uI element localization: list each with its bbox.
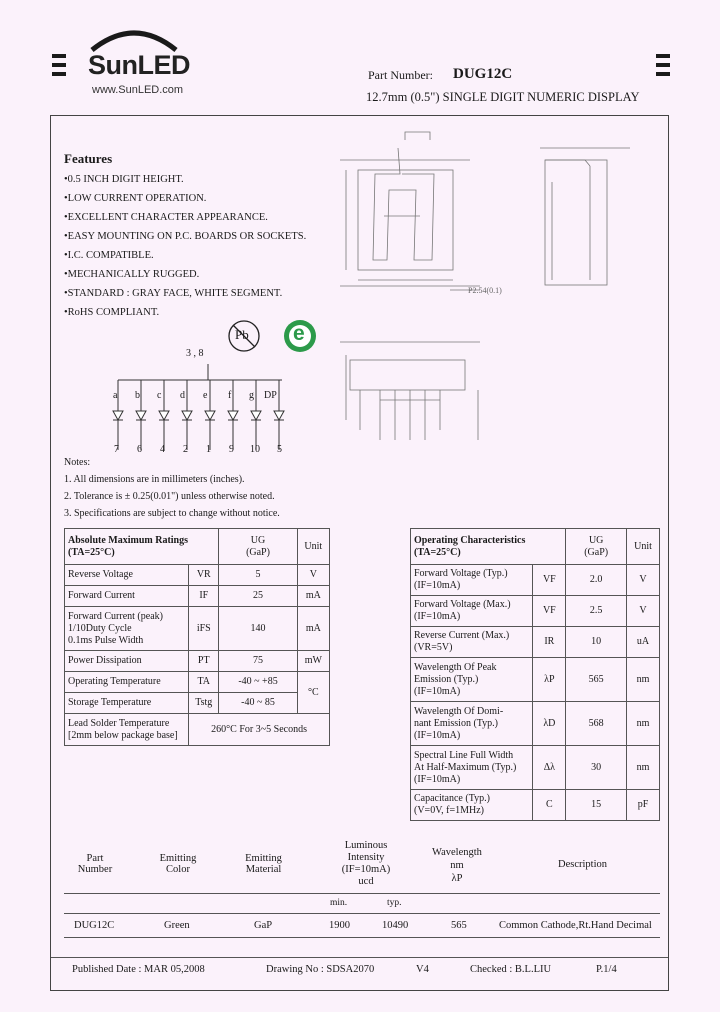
segment-label: f <box>228 390 232 401</box>
feature-item: •I.C. COMPATIBLE. <box>64 250 154 261</box>
abs-max-col-unit: Unit <box>297 529 329 565</box>
op-char-table <box>410 528 660 821</box>
abs-max-col-ug: UG (GaP) <box>219 529 297 565</box>
abs-max-header: Absolute Maximum Ratings (TA=25°C) <box>65 529 219 565</box>
table-row: Wavelength Of Domi- nant Emission (Typ.) (IF=10mA) λD 568 nm <box>411 702 660 746</box>
circuit-diagram <box>100 360 300 470</box>
pb-label: Pb <box>235 327 249 342</box>
rohs-e-icon <box>282 318 318 359</box>
cell-typ: 10490 <box>382 920 409 931</box>
table-row: Forward Voltage (Max.) (IF=10mA) VF 2.5 V <box>411 596 660 627</box>
col-min: min. <box>330 898 348 908</box>
version: V4 <box>416 964 429 975</box>
common-pins-label: 3 , 8 <box>186 348 204 359</box>
col-part-number: Part Number <box>77 853 113 875</box>
pin-number: 10 <box>250 444 260 455</box>
op-char-col-ug: UG (GaP) <box>566 529 627 565</box>
segment-label: b <box>135 390 140 401</box>
feature-item: •MECHANICALLY RUGGED. <box>64 269 200 280</box>
op-char-header: Operating Characteristics (TA=25°C) <box>411 529 566 565</box>
divider <box>64 937 660 938</box>
col-description: Description <box>558 859 607 870</box>
segment-label: DP <box>264 390 277 401</box>
col-emitting-color: Emitting Color <box>159 853 197 875</box>
cell-description: Common Cathode,Rt.Hand Decimal <box>499 920 652 931</box>
feature-item: •0.5 INCH DIGIT HEIGHT. <box>64 174 184 185</box>
segment-label: e <box>203 390 208 401</box>
checked-by: Checked : B.L.LIU <box>470 964 552 975</box>
feature-item: •EXCELLENT CHARACTER APPEARANCE. <box>64 212 268 223</box>
abs-max-table <box>64 528 330 746</box>
table-row: Forward Current (peak) 1/10Duty Cycle 0.1ms Pulse Width iFS 140 mA <box>65 607 330 651</box>
part-number-label: Part Number: <box>368 68 433 82</box>
pin-pitch-label: P2.54(0.1) <box>468 286 502 295</box>
pin-number: 7 <box>114 444 119 455</box>
table-row: Reverse Voltage VR 5 V <box>65 565 330 586</box>
pin-number: 1 <box>206 444 211 455</box>
note-item: 1. All dimensions are in millimeters (inches). <box>64 474 245 485</box>
cell-material: GaP <box>254 920 273 931</box>
segment-label: a <box>113 390 118 401</box>
segment-label: d <box>180 390 185 401</box>
page-number: P.1/4 <box>596 964 617 975</box>
page-subtitle: 12.7mm (0.5") SINGLE DIGIT NUMERIC DISPLAY <box>366 90 640 104</box>
notes-title: Notes: <box>64 457 91 468</box>
col-emitting-material: Emitting Material <box>245 853 282 875</box>
dimension-drawing <box>340 130 660 470</box>
part-number: DUG12C <box>453 66 513 82</box>
table-row: Storage Temperature Tstg -40 ~ 85 <box>65 693 330 714</box>
pin-number: 6 <box>137 444 142 455</box>
table-row: Lead Solder Temperature [2mm below package base] 260°C For 3~5 Seconds <box>65 714 330 746</box>
features-title: Features <box>64 151 113 166</box>
cell-min: 1900 <box>329 920 350 931</box>
table-row: Power Dissipation PT 75 mW <box>65 651 330 672</box>
pin-number: 2 <box>183 444 188 455</box>
table-row: Forward Current IF 25 mA <box>65 586 330 607</box>
table-row: Reverse Current (Max.) (VR=5V) IR 10 uA <box>411 627 660 658</box>
table-row: Wavelength Of Peak Emission (Typ.) (IF=10mA) λP 565 nm <box>411 658 660 702</box>
left-bars-icon <box>52 54 66 81</box>
cell-wavelength: 565 <box>451 920 467 931</box>
op-char-col-unit: Unit <box>626 529 659 565</box>
right-bars-icon <box>656 54 670 81</box>
table-row: Forward Voltage (Typ.) (IF=10mA) VF 2.0 V <box>411 565 660 596</box>
divider <box>64 893 660 894</box>
table-row: Operating Temperature TA -40 ~ +85 °C <box>65 672 330 693</box>
published-date: Published Date : MAR 05,2008 <box>72 964 205 975</box>
col-luminous-intensity: Luminous Intensity (IF=10mA) ucd <box>341 840 391 887</box>
divider <box>64 913 660 914</box>
cell-part: DUG12C <box>74 920 115 931</box>
footer-divider <box>51 957 668 958</box>
feature-item: •EASY MOUNTING ON P.C. BOARDS OR SOCKETS. <box>64 231 307 242</box>
cell-color: Green <box>164 920 190 931</box>
table-row: Capacitance (Typ.) (V=0V, f=1MHz) C 15 pF <box>411 790 660 821</box>
drawing-number: Drawing No : SDSA2070 <box>266 964 375 975</box>
feature-item: •LOW CURRENT OPERATION. <box>64 193 207 204</box>
table-row: Spectral Line Full Width At Half-Maximum (Typ.) (IF=10mA) Δλ 30 nm <box>411 746 660 790</box>
pin-number: 4 <box>160 444 165 455</box>
col-typ: typ. <box>387 898 402 908</box>
rohs-e-label: e <box>293 322 305 345</box>
logo: SunLED <box>88 50 190 80</box>
note-item: 2. Tolerance is ± 0.25(0.01") unless otherwise noted. <box>64 491 275 502</box>
logo-url[interactable]: www.SunLED.com <box>92 84 184 96</box>
note-item: 3. Specifications are subject to change without notice. <box>64 508 280 519</box>
feature-item: •STANDARD : GRAY FACE, WHITE SEGMENT. <box>64 288 283 299</box>
pin-number: 9 <box>229 444 234 455</box>
segment-label: g <box>249 390 254 401</box>
segment-label: c <box>157 390 162 401</box>
pin-number: 5 <box>277 444 282 455</box>
col-wavelength: Wavelength nm λP <box>432 847 482 884</box>
pb-free-icon <box>226 318 262 359</box>
feature-item: •RoHS COMPLIANT. <box>64 307 160 318</box>
